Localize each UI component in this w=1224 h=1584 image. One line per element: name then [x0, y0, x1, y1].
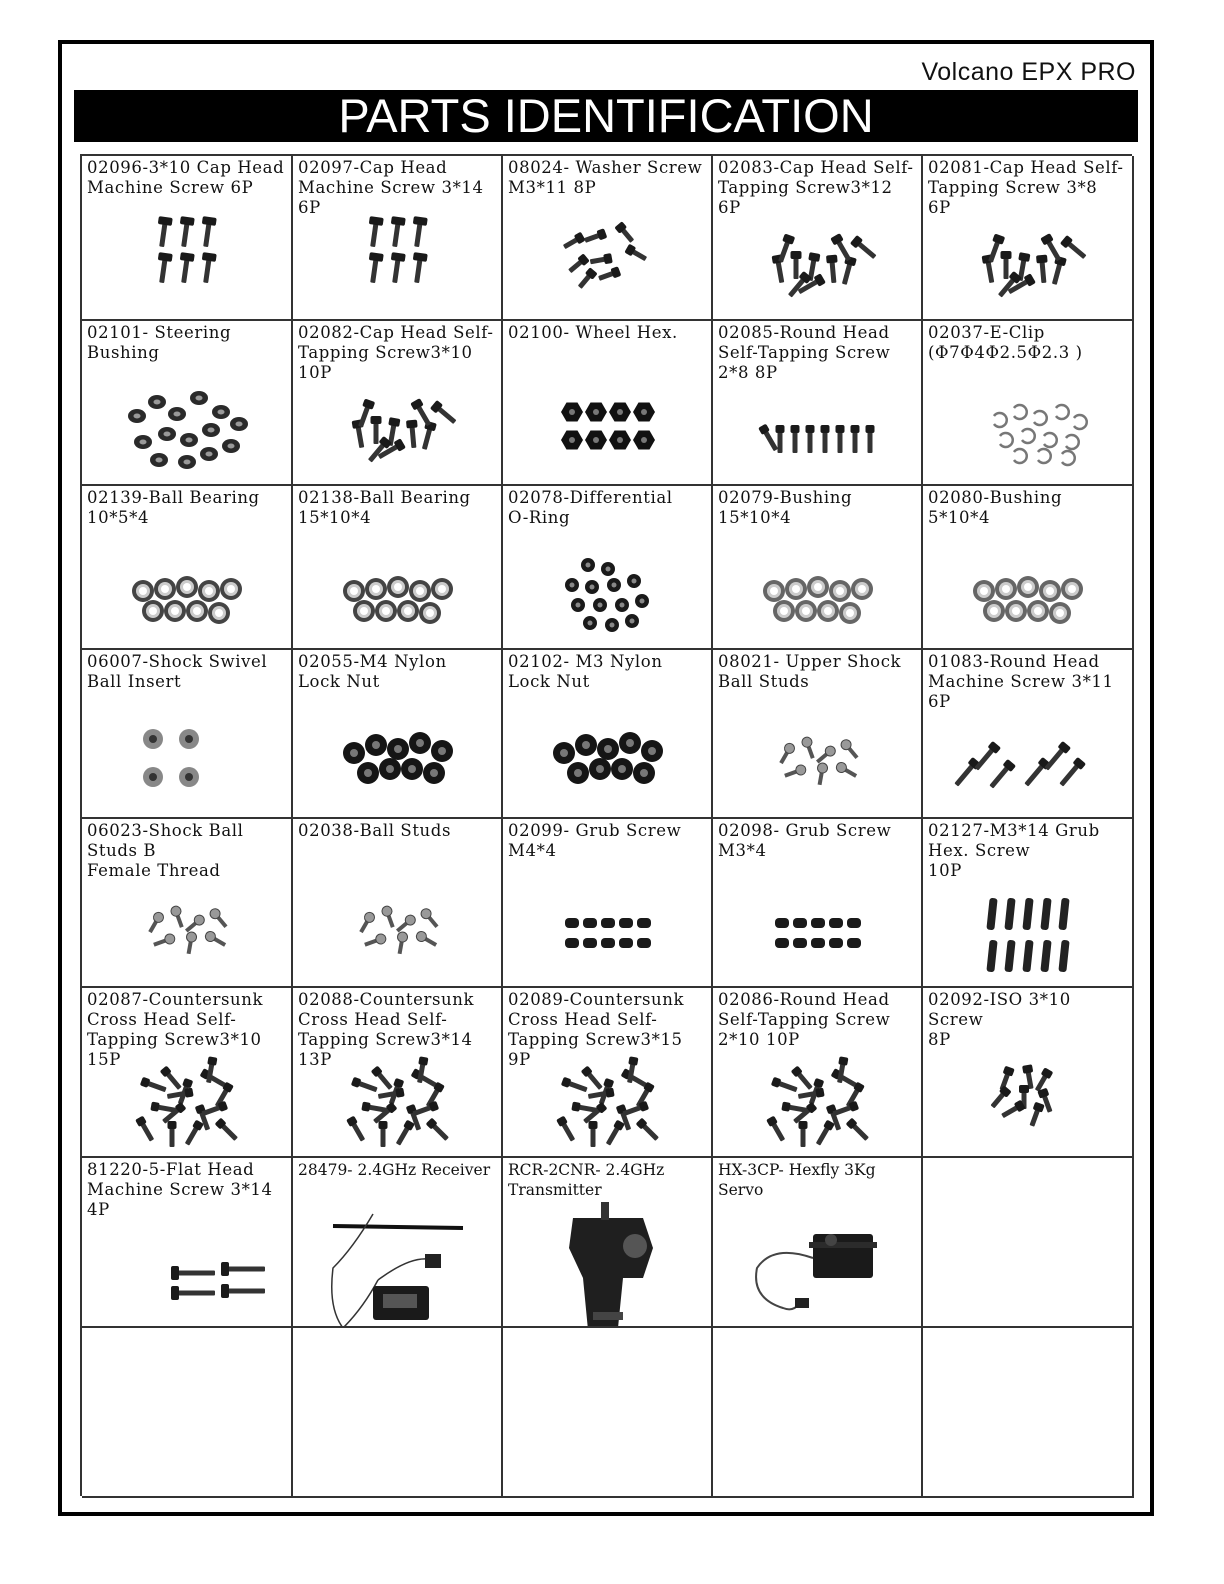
countersunk-screws-icon [293, 988, 503, 1158]
e-clips-icon [923, 321, 1133, 486]
part-label: 02055-M4 Nylon Lock Nut [298, 652, 447, 691]
self-tapping-screws-icon [293, 321, 503, 486]
empty-cell [82, 1328, 293, 1498]
part-cell [713, 1158, 923, 1328]
ball-bearings-icon [82, 486, 292, 650]
ball-studs-icon [293, 819, 503, 988]
part-cell [713, 156, 923, 321]
part-label: 02092-ISO 3*10 Screw 8P [928, 990, 1071, 1049]
part-cell [82, 1158, 293, 1328]
parts-grid [80, 154, 1132, 1496]
empty-cell [503, 1328, 713, 1498]
countersunk-screws-icon [82, 988, 292, 1158]
cap-head-screws-icon [82, 156, 292, 321]
part-label: 28479- 2.4GHz Receiver [298, 1161, 491, 1179]
part-cell [923, 988, 1134, 1158]
ball-studs-icon [82, 819, 292, 988]
part-cell [293, 819, 503, 988]
part-label: 02097-Cap Head Machine Screw 3*14 6P [298, 158, 484, 217]
flat-head-screws-icon [82, 1158, 292, 1328]
part-label: 02037-E-Clip (Φ7Φ4Φ2.5Φ2.3 ) [928, 323, 1083, 362]
part-label: 06007-Shock Swivel Ball Insert [87, 652, 268, 691]
o-rings-icon [503, 486, 713, 650]
part-cell [293, 486, 503, 650]
part-cell [503, 486, 713, 650]
part-label: 02086-Round Head Self-Tapping Screw 2*10 10P [718, 990, 891, 1049]
part-label: 02081-Cap Head Self- Tapping Screw 3*8 6P [928, 158, 1124, 217]
part-label: 02127-M3*14 Grub Hex. Screw 10P [928, 821, 1100, 880]
part-label: 02096-3*10 Cap Head Machine Screw 6P [87, 158, 285, 197]
part-label: 01083-Round Head Machine Screw 3*11 6P [928, 652, 1114, 711]
ball-inserts-icon [82, 650, 292, 819]
part-label: 02085-Round Head Self-Tapping Screw 2*8 8P [718, 323, 891, 382]
part-cell [923, 819, 1134, 988]
countersunk-screws-icon [503, 988, 713, 1158]
bushing-rings-icon [923, 486, 1133, 650]
model-name: Volcano EPX PRO [921, 58, 1136, 86]
ball-bearings-icon [293, 486, 503, 650]
part-label: HX-3CP- Hexfly 3Kg Servo [718, 1161, 876, 1199]
countersunk-screws-icon [713, 988, 923, 1158]
part-cell [923, 156, 1134, 321]
part-cell [503, 156, 713, 321]
part-label: 02139-Ball Bearing 10*5*4 [87, 488, 260, 527]
empty-cell [923, 1328, 1134, 1498]
part-cell [713, 486, 923, 650]
grub-screws-icon [713, 819, 923, 988]
part-cell [923, 650, 1134, 819]
wheel-hexes-icon [503, 321, 713, 486]
part-label: 02083-Cap Head Self- Tapping Screw3*12 6P [718, 158, 914, 217]
part-cell [293, 650, 503, 819]
part-label: 06023-Shock Ball Studs B Female Thread [87, 821, 244, 880]
part-label: RCR-2CNR- 2.4GHz Transmitter [508, 1161, 665, 1199]
part-cell [713, 650, 923, 819]
part-label: 02099- Grub Screw M4*4 [508, 821, 682, 860]
part-cell [503, 819, 713, 988]
empty-cell [923, 1158, 1134, 1328]
long-grub-screws-icon [923, 819, 1133, 988]
bushings-icon [82, 321, 292, 486]
part-cell [293, 156, 503, 321]
part-label: 02038-Ball Studs [298, 821, 452, 840]
part-cell [293, 988, 503, 1158]
part-cell [82, 486, 293, 650]
part-cell [503, 1158, 713, 1328]
part-cell [503, 988, 713, 1158]
part-cell [713, 321, 923, 486]
machine-screws-icon [923, 650, 1133, 819]
part-label: 81220-5-Flat Head Machine Screw 3*14 4P [87, 1160, 273, 1219]
part-cell [82, 156, 293, 321]
part-label: 08021- Upper Shock Ball Studs [718, 652, 902, 691]
part-label: 08024- Washer Screw M3*11 8P [508, 158, 703, 197]
part-label: 02082-Cap Head Self- Tapping Screw3*10 10P [298, 323, 494, 382]
part-cell [293, 1158, 503, 1328]
part-cell [82, 988, 293, 1158]
round-head-screws-icon [713, 321, 923, 486]
part-label: 02078-Differential O-Ring [508, 488, 673, 527]
lock-nuts-icon [293, 650, 503, 819]
part-cell [82, 650, 293, 819]
ball-studs-icon [713, 650, 923, 819]
part-cell [82, 321, 293, 486]
part-label: 02087-Countersunk Cross Head Self- Tapping Screw3*10 15P [87, 990, 264, 1069]
part-label: 02100- Wheel Hex. [508, 323, 678, 342]
transmitter-icon [503, 1158, 713, 1328]
part-label: 02089-Countersunk Cross Head Self- Tapping Screw3*15 9P [508, 990, 685, 1069]
part-label: 02102- M3 Nylon Lock Nut [508, 652, 663, 691]
part-cell [923, 321, 1134, 486]
servo-icon [713, 1158, 923, 1328]
part-label: 02079-Bushing 15*10*4 [718, 488, 853, 527]
part-cell [503, 650, 713, 819]
page-title: PARTS IDENTIFICATION [74, 90, 1138, 142]
bushing-rings-icon [713, 486, 923, 650]
part-cell [293, 321, 503, 486]
part-cell [713, 819, 923, 988]
part-label: 02080-Bushing 5*10*4 [928, 488, 1063, 527]
washer-screws-icon [503, 156, 713, 321]
self-tapping-screws-icon [713, 156, 923, 321]
lock-nuts-icon [503, 650, 713, 819]
empty-cell [293, 1328, 503, 1498]
part-label: 02101- Steering Bushing [87, 323, 232, 362]
grub-screws-icon [503, 819, 713, 988]
empty-cell [713, 1328, 923, 1498]
part-label: 02098- Grub Screw M3*4 [718, 821, 892, 860]
part-label: 02088-Countersunk Cross Head Self- Tapping Screw3*14 13P [298, 990, 475, 1069]
receiver-icon [293, 1158, 503, 1328]
part-cell [503, 321, 713, 486]
part-cell [82, 819, 293, 988]
part-cell [713, 988, 923, 1158]
cap-head-screws-icon [293, 156, 503, 321]
iso-screws-icon [923, 988, 1133, 1158]
part-cell [923, 486, 1134, 650]
part-label: 02138-Ball Bearing 15*10*4 [298, 488, 471, 527]
self-tapping-screws-icon [923, 156, 1133, 321]
